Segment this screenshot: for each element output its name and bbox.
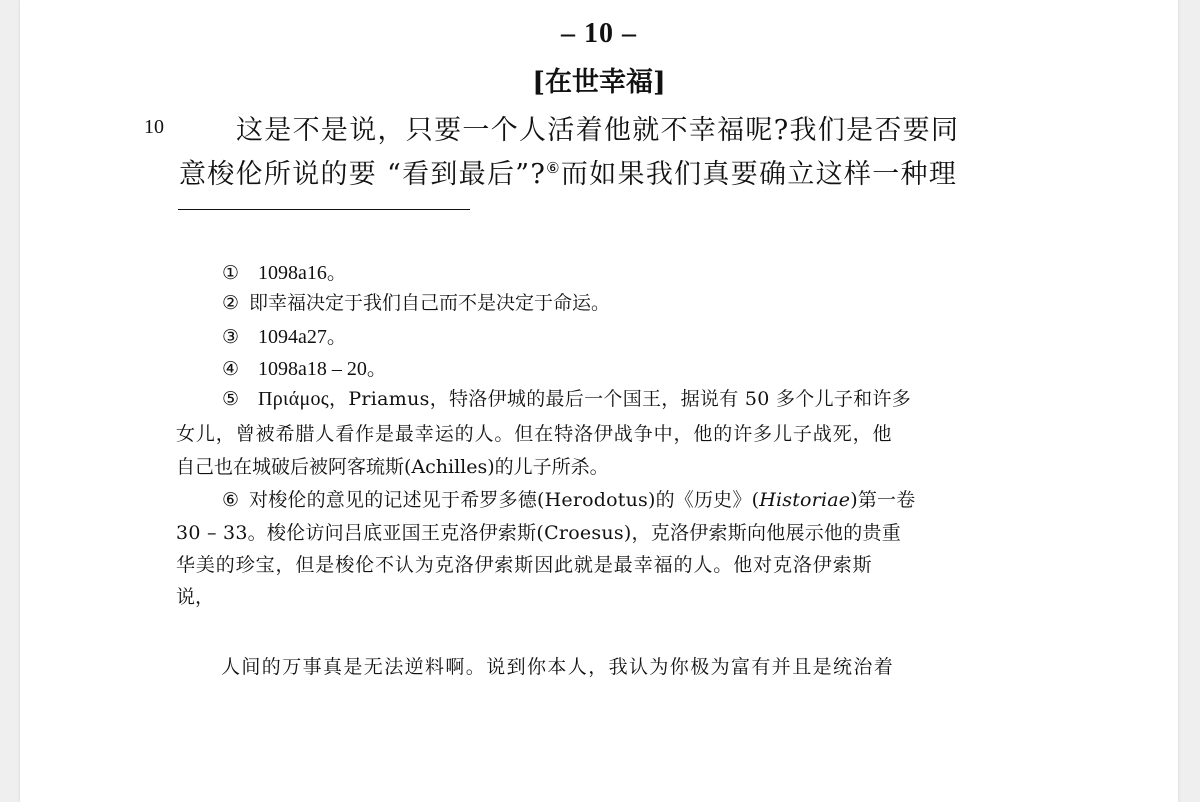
footnote-6-line-1 (222, 485, 915, 512)
footnote-6-line-2: 30 – 33。梭伦访问吕底亚国王克洛伊索斯(Croesus)，克洛伊索斯向他展示他的贵重 (176, 522, 902, 544)
footnote-2 (222, 288, 610, 315)
footnote-text: 对梭伦的意见的记述见于希罗多德(Herodotus)的《历史》( (249, 489, 760, 511)
footnote-4 (222, 352, 387, 381)
footnote-marker: ③ (222, 326, 240, 348)
footnote-marker: ⑥ (222, 489, 240, 511)
footnote-text-end: )第一卷 (850, 489, 916, 511)
main-text-line-2-start: 意梭伦所说的要 “看到最后”? (179, 159, 547, 190)
work-title-latin: Historiae (759, 489, 851, 511)
margin-line-number: 10 (144, 116, 164, 138)
footnote-text: 1098a16。 (258, 262, 347, 284)
footnote-marker: ⑤ (222, 388, 240, 410)
main-text-line-2 (179, 152, 957, 191)
footnote-5-line-1 (222, 384, 911, 411)
greek-name: Πριάμος (258, 388, 330, 410)
footnote-5-line-2: 女儿，曾被希腊人看作是最幸运的人。但在特洛伊战争中，他的许多儿子战死，他 (176, 423, 893, 445)
footnote-marker: ④ (222, 358, 240, 380)
footnote-6-line-3: 华美的珍宝，但是梭伦不认为克洛伊索斯因此就是最幸福的人。他对克洛伊索斯 (176, 554, 873, 576)
footnote-marker: ② (222, 292, 240, 314)
footnote-marker: ① (222, 262, 240, 284)
main-text-line-2-end: 而如果我们真要确立这样一种理 (560, 159, 958, 190)
footnote-text: 1094a27。 (258, 326, 347, 348)
footnote-5-line-3: 自己也在城破后被阿客琉斯(Achilles)的儿子所杀。 (176, 456, 609, 478)
main-text-line-1: 这是不是说，只要一个人活着他就不幸福呢?我们是否要同 (236, 115, 960, 146)
footnote-separator (178, 209, 470, 210)
footnote-text: 即幸福决定于我们自己而不是决定于命运。 (249, 292, 611, 314)
footnote-text: ，Priamus，特洛伊城的最后一个国王，据说有 50 多个儿子和许多 (329, 388, 912, 410)
document-page (20, 0, 1178, 802)
footnote-6-line-4: 说， (176, 586, 215, 608)
footnote-3 (222, 320, 347, 349)
quotation-text: 人间的万事真是无法逆料啊。说到你本人，我认为你极为富有并且是统治着 (221, 656, 895, 678)
footnote-1 (222, 256, 347, 285)
section-number: – 10 – (561, 18, 637, 49)
section-title: [在世幸福] (532, 67, 666, 98)
footnote-ref-6[interactable]: ⑥ (546, 159, 561, 177)
footnote-text: 1098a18 – 20。 (258, 358, 387, 380)
